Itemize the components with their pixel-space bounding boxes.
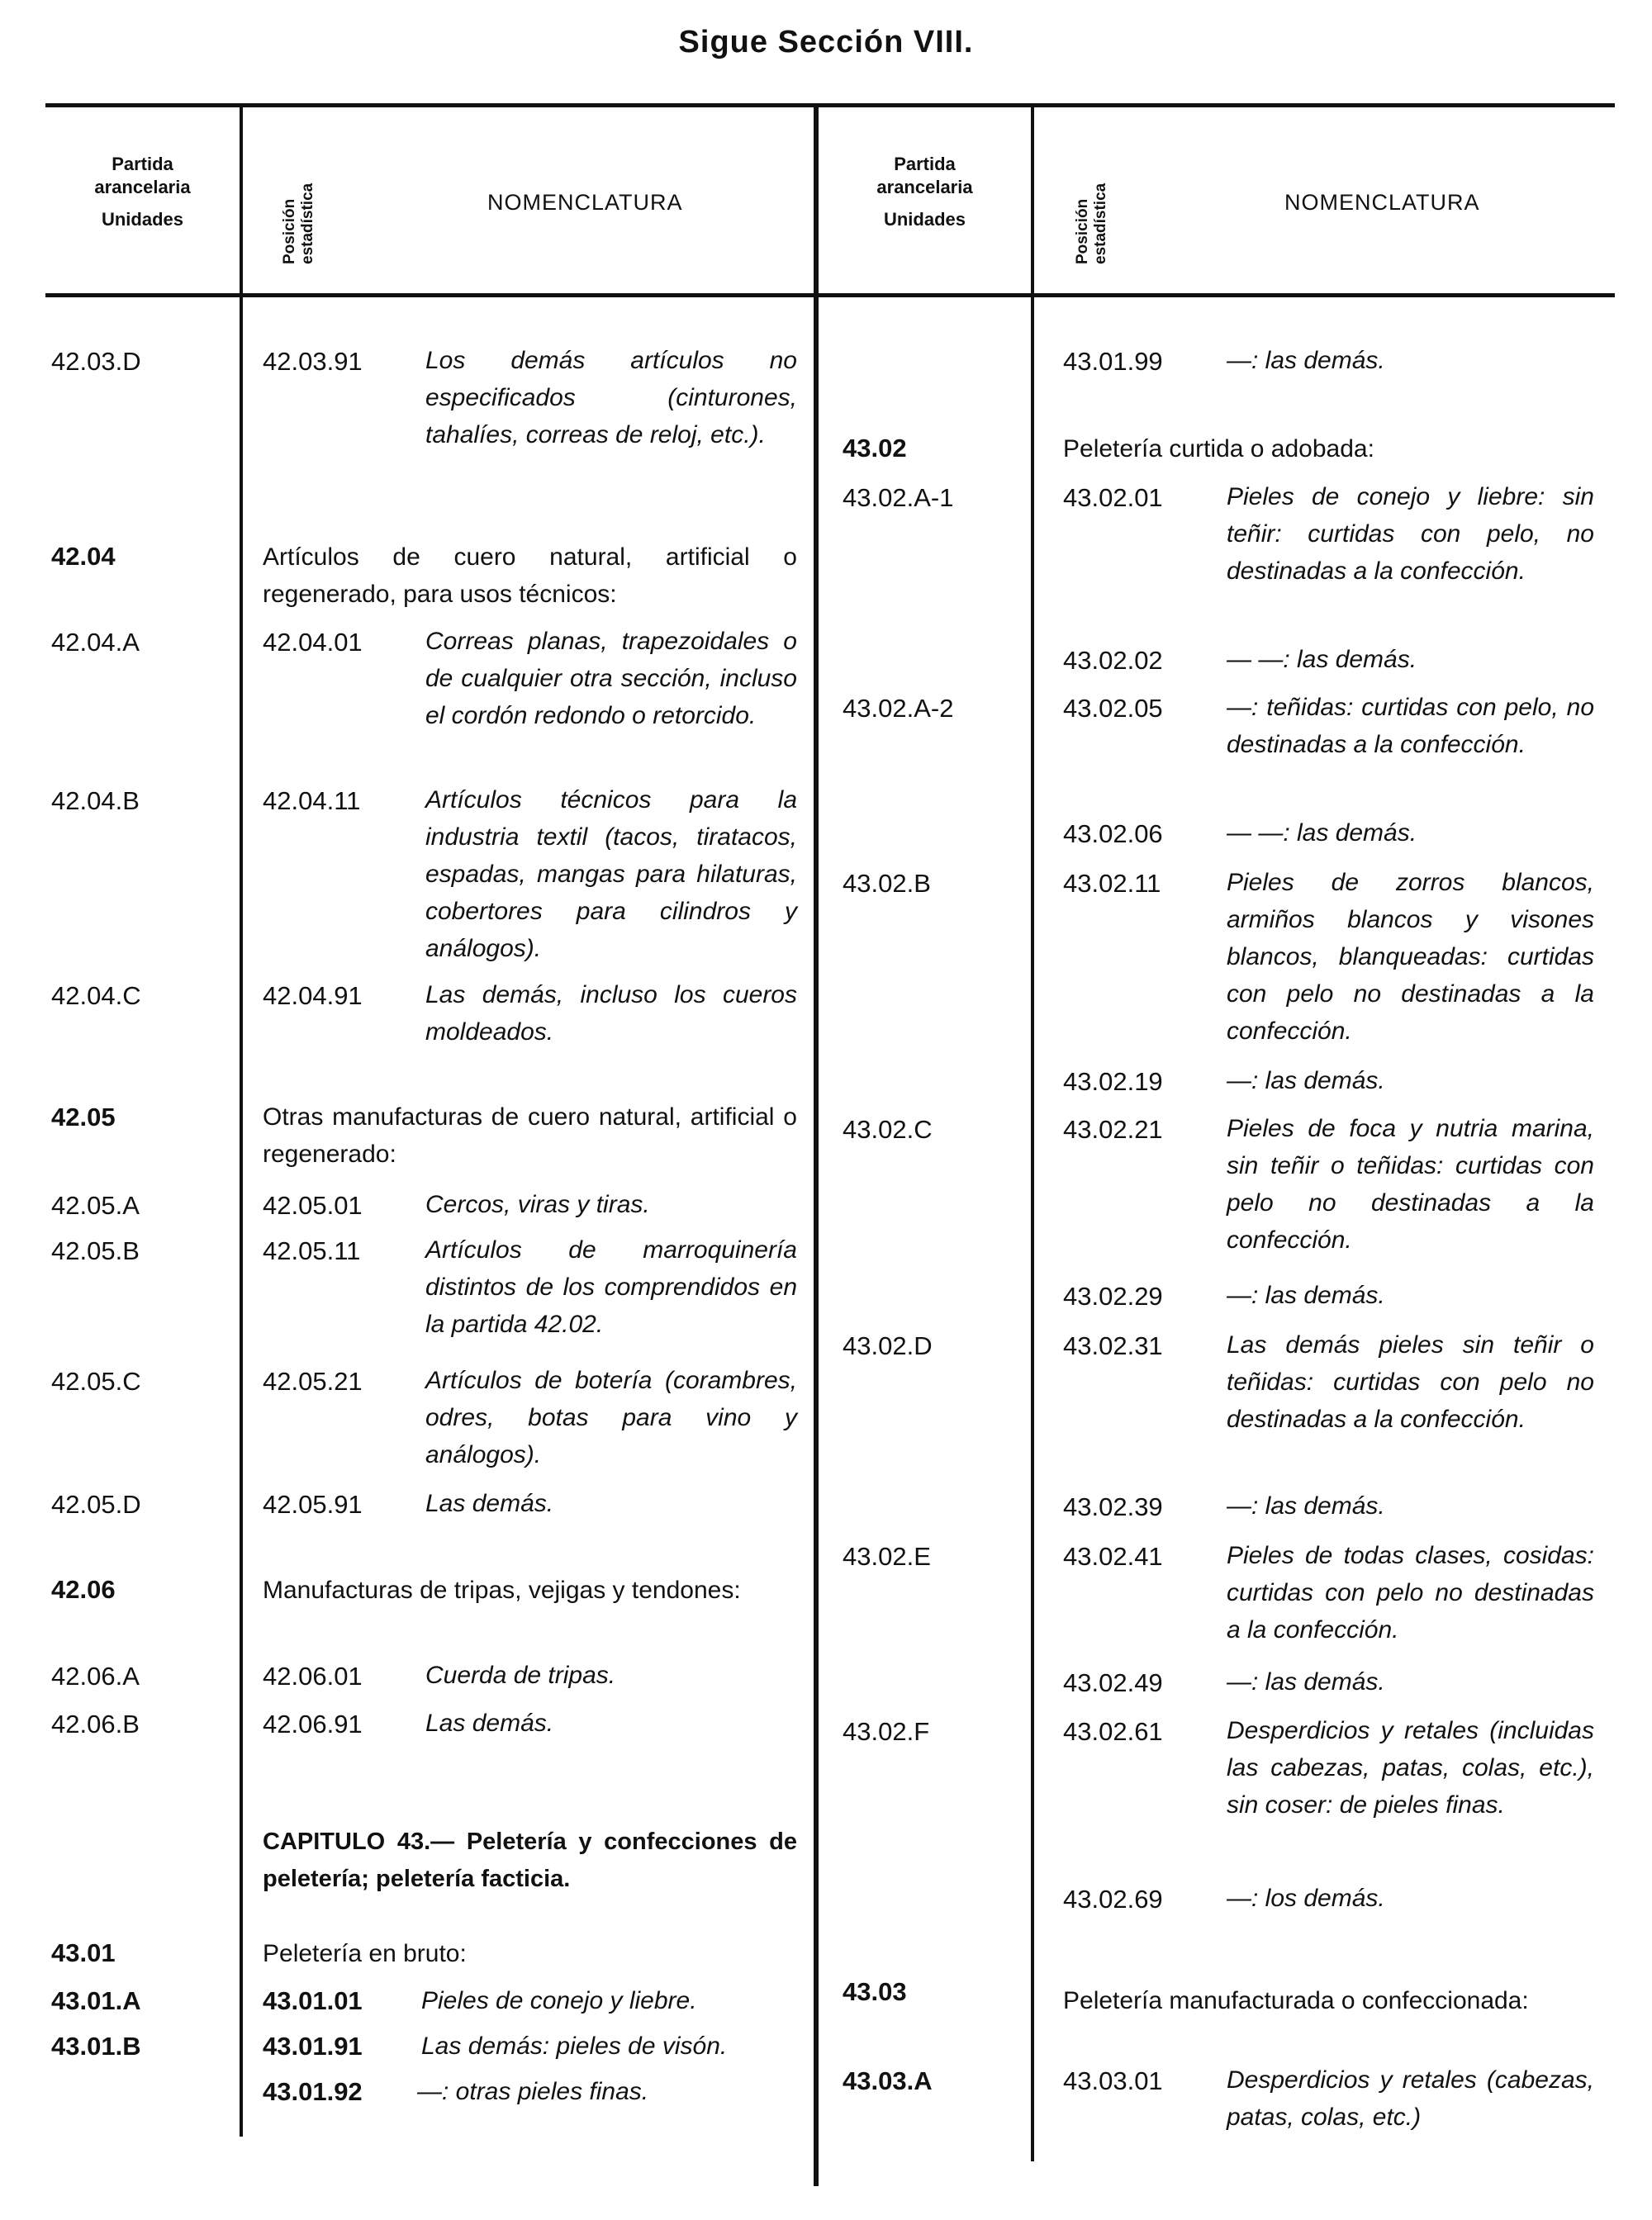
partida-cell: 42.04.A xyxy=(51,628,140,657)
partida-cell: 42.04.B xyxy=(51,786,140,815)
posicion-cell: 43.02.49 xyxy=(1063,1668,1163,1697)
partida-cell: 43.02 xyxy=(843,434,907,462)
nomenclatura-cell: Las demás: pieles de visón. xyxy=(421,2033,728,2060)
nomenclatura-cell: — —: las demás. xyxy=(1227,819,1417,847)
partida-cell: 42.06.B xyxy=(51,1710,140,1739)
nomenclatura-cell: —: teñidas: curtidas con pelo, no destinadas a la confección. xyxy=(1227,694,1594,758)
nomenclatura-cell: Artículos de botería (corambres, odres, botas para vino y análogos). xyxy=(425,1367,797,1468)
nomenclatura-cell: Pieles de zorros blancos, armiños blancos y visones blancos, blanqueadas: curtidas con pelo no destinadas a la confección. xyxy=(1227,869,1594,1045)
nomenclatura-heading: Manufacturas de tripas, vejigas y tendones: xyxy=(263,1577,741,1604)
header-bottom-rule xyxy=(45,293,1615,297)
nomenclatura-cell: —: las demás. xyxy=(1227,1067,1385,1094)
nomenclatura-heading: Peletería curtida o adobada: xyxy=(1063,435,1374,462)
partida-cell: 42.05.C xyxy=(51,1367,141,1396)
posicion-cell: 42.06.91 xyxy=(263,1710,363,1739)
nomenclatura-cell: —: las demás. xyxy=(1227,1668,1385,1696)
partida-cell: 43.01 xyxy=(51,1938,116,1967)
posicion-cell: 42.04.01 xyxy=(263,628,363,657)
partida-cell: 43.03 xyxy=(843,1977,907,2006)
partida-cell: 42.05.B xyxy=(51,1236,140,1265)
posicion-cell: 43.02.06 xyxy=(1063,819,1163,848)
partida-cell: 42.06 xyxy=(51,1575,116,1604)
header-partida xyxy=(45,153,240,234)
partida-cell: 42.05.A xyxy=(51,1191,140,1220)
header-nomenclatura: NOMENCLATURA xyxy=(487,190,683,215)
partida-cell: 43.02.B xyxy=(843,869,931,898)
nomenclatura-cell: Pieles de foca y nutria marina, sin teñir o teñidas: curtidas con pelo no destinadas a la confección. xyxy=(1227,1115,1594,1254)
center-divider xyxy=(814,105,819,2186)
posicion-cell: 43.02.19 xyxy=(1063,1067,1163,1096)
posicion-cell: 43.03.01 xyxy=(1063,2066,1163,2095)
header-posicion-right: Posición estadística xyxy=(1074,183,1109,264)
nomenclatura-cell: Pieles de conejo y liebre: sin teñir: curtidas con pelo, no destinadas a la confección. xyxy=(1227,483,1594,585)
posicion-cell: 43.01.92 xyxy=(263,2077,363,2106)
nomenclatura-heading: Otras manufacturas de cuero natural, artificial o regenerado: xyxy=(263,1103,797,1168)
posicion-cell: 43.02.41 xyxy=(1063,1542,1163,1571)
partida-cell: 42.03.D xyxy=(51,347,141,376)
page-title: Sigue Sección VIII. xyxy=(678,25,974,59)
partida-cell: 43.02.D xyxy=(843,1331,933,1360)
header-unidades-label: Unidades xyxy=(101,209,184,230)
partida-cell: 43.02.A-1 xyxy=(843,483,954,512)
nomenclatura-cell: Artículos técnicos para la industria textil (tacos, tiratacos, espadas, mangas para hilaturas, cobertores para cilindros y análogos). xyxy=(425,786,797,962)
header-partida-right xyxy=(819,153,1031,234)
posicion-cell: 43.02.21 xyxy=(1063,1115,1163,1144)
column-divider xyxy=(1031,105,1034,2161)
posicion-cell: 42.05.91 xyxy=(263,1490,363,1519)
nomenclatura-cell: — —: las demás. xyxy=(1227,646,1417,673)
nomenclatura-cell: —: las demás. xyxy=(1227,1492,1385,1520)
posicion-cell: 43.01.01 xyxy=(263,1986,363,2015)
posicion-cell: 43.01.91 xyxy=(263,2032,363,2061)
partida-cell: 43.03.A xyxy=(843,2066,933,2095)
posicion-cell: 43.02.61 xyxy=(1063,1717,1163,1746)
nomenclatura-cell: Cercos, viras y tiras. xyxy=(425,1191,650,1218)
partida-cell: 43.02.A-2 xyxy=(843,694,954,723)
nomenclatura-cell: Correas planas, trapezoidales o de cualquier otra sección, incluso el cordón redondo o retorcido. xyxy=(425,628,797,729)
nomenclatura-heading: Artículos de cuero natural, artificial o regenerado, para usos técnicos: xyxy=(263,543,797,608)
nomenclatura-cell: Pieles de todas clases, cosidas: curtidas con pelo no destinadas a la confección. xyxy=(1227,1542,1594,1644)
nomenclatura-cell: —: las demás. xyxy=(1227,347,1385,374)
nomenclatura-cell: Desperdicios y retales (incluidas las cabezas, patas, colas, etc.), sin coser: de pieles finas. xyxy=(1227,1717,1594,1819)
posicion-cell: 42.04.11 xyxy=(263,786,361,815)
header-posicion: Posición estadística xyxy=(281,183,316,264)
nomenclatura-cell: Las demás, incluso los cueros moldeados. xyxy=(425,981,797,1046)
partida-cell: 43.01.B xyxy=(51,2032,141,2061)
posicion-cell: 43.02.11 xyxy=(1063,869,1161,898)
nomenclatura-heading: Peletería en bruto: xyxy=(263,1940,467,1967)
posicion-cell: 43.02.02 xyxy=(1063,646,1163,675)
table-top-rule xyxy=(45,103,1615,107)
posicion-cell: 43.02.01 xyxy=(1063,483,1163,512)
posicion-cell: 43.02.69 xyxy=(1063,1885,1163,1914)
posicion-cell: 43.02.05 xyxy=(1063,694,1163,723)
header-nomenclatura-right: NOMENCLATURA xyxy=(1284,190,1480,215)
partida-cell: 42.04.C xyxy=(51,981,141,1010)
partida-cell: 43.02.E xyxy=(843,1542,931,1571)
nomenclatura-cell: Desperdicios y retales (cabezas, patas, colas, etc.) xyxy=(1227,2066,1594,2131)
nomenclatura-cell: Las demás pieles sin teñir o teñidas: curtidas con pelo no destinadas a la confección. xyxy=(1227,1331,1594,1433)
posicion-cell: 42.06.01 xyxy=(263,1662,363,1691)
nomenclatura-cell: —: otras pieles finas. xyxy=(417,2078,649,2105)
nomenclatura-cell: Artículos de marroquinería distintos de los comprendidos en la partida 42.02. xyxy=(425,1236,797,1338)
chapter-heading: CAPITULO 43.— Peletería y confecciones de peletería; peletería facticia. xyxy=(263,1829,797,1892)
nomenclatura-cell: Las demás. xyxy=(425,1490,554,1517)
nomenclatura-cell: —: las demás. xyxy=(1227,1282,1385,1309)
posicion-cell: 42.05.01 xyxy=(263,1191,363,1220)
nomenclatura-cell: Los demás artículos no especificados (cinturones, tahalíes, correas de reloj, etc.). xyxy=(425,347,797,448)
posicion-cell: 42.04.91 xyxy=(263,981,363,1010)
posicion-cell: 42.03.91 xyxy=(263,347,363,376)
nomenclatura-cell: Cuerda de tripas. xyxy=(425,1662,616,1689)
header-partida-label-right: Partida arancelaria xyxy=(876,154,973,197)
posicion-cell: 43.02.31 xyxy=(1063,1331,1163,1360)
nomenclatura-cell: —: los demás. xyxy=(1227,1885,1385,1912)
partida-cell: 42.05.D xyxy=(51,1490,141,1519)
nomenclatura-heading: Peletería manufacturada o confeccionada: xyxy=(1063,1987,1529,2014)
partida-cell: 43.02.C xyxy=(843,1115,933,1144)
partida-cell: 42.06.A xyxy=(51,1662,140,1691)
partida-cell: 42.04 xyxy=(51,542,116,571)
nomenclatura-cell: Las demás. xyxy=(425,1710,554,1737)
partida-cell: 43.02.F xyxy=(843,1717,930,1746)
partida-cell: 42.05 xyxy=(51,1103,116,1131)
header-unidades-label-right: Unidades xyxy=(883,209,966,230)
posicion-cell: 43.02.29 xyxy=(1063,1282,1163,1311)
nomenclatura-cell: Pieles de conejo y liebre. xyxy=(421,1987,697,2014)
posicion-cell: 42.05.11 xyxy=(263,1236,361,1265)
column-divider xyxy=(240,105,243,2137)
posicion-cell: 43.01.99 xyxy=(1063,347,1163,376)
header-partida-label: Partida arancelaria xyxy=(94,154,191,197)
posicion-cell: 42.05.21 xyxy=(263,1367,363,1396)
posicion-cell: 43.02.39 xyxy=(1063,1492,1163,1521)
partida-cell: 43.01.A xyxy=(51,1986,141,2015)
